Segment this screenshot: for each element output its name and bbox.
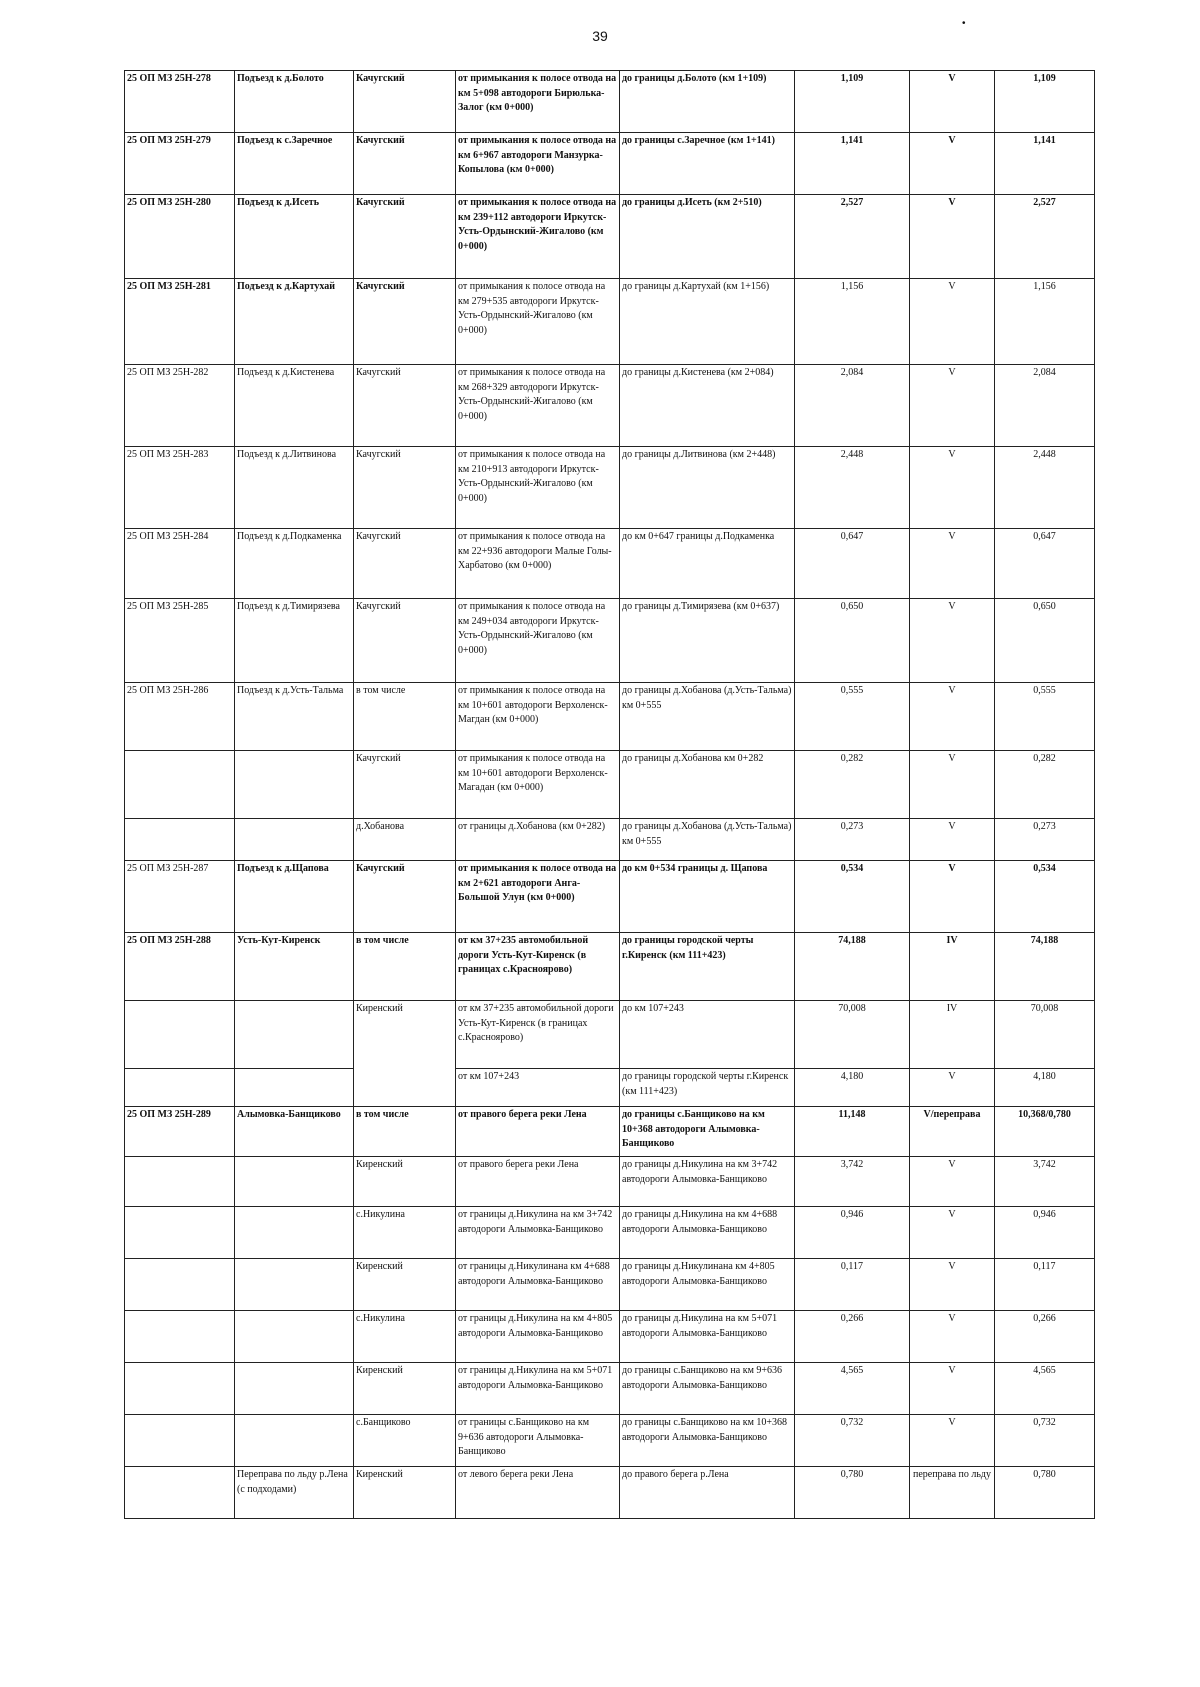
road-total: 10,368/0,780 [995, 1107, 1095, 1157]
road-length: 0,273 [795, 819, 910, 861]
road-code [125, 1467, 235, 1519]
road-category: IV [910, 933, 995, 1001]
road-district: Киренский [354, 1001, 456, 1069]
road-length: 0,117 [795, 1259, 910, 1311]
road-name [235, 1157, 354, 1207]
road-length: 0,647 [795, 529, 910, 599]
road-to: до границы с.Банщиково на км 10+368 автодороги Алымовка-Банщиково [620, 1107, 795, 1157]
road-code [125, 1001, 235, 1069]
table-row [125, 133, 1095, 195]
road-code: 25 ОП МЗ 25Н-281 [125, 279, 235, 365]
road-name: Подъезд к д.Усть-Тальма [235, 683, 354, 751]
road-to: до границы д.Литвинова (км 2+448) [620, 447, 795, 529]
table-row [125, 599, 1095, 683]
road-to: до границы д.Хобанова (д.Усть-Тальма) км 0+555 [620, 683, 795, 751]
road-district: Киренский [354, 1157, 456, 1207]
table-row [125, 1363, 1095, 1415]
road-category: V [910, 133, 995, 195]
road-name: Подъезд к д.Болото [235, 71, 354, 133]
road-code [125, 1363, 235, 1415]
road-to: до границы д.Исеть (км 2+510) [620, 195, 795, 279]
road-district: Качугский [354, 133, 456, 195]
road-category: V [910, 447, 995, 529]
table-row [125, 1259, 1095, 1311]
road-from: от границы д.Хобанова (км 0+282) [456, 819, 620, 861]
road-name: Подъезд к д.Исеть [235, 195, 354, 279]
road-category: V [910, 1069, 995, 1107]
road-district: Качугский [354, 279, 456, 365]
road-code [125, 1259, 235, 1311]
road-district: в том числе [354, 683, 456, 751]
road-total: 0,273 [995, 819, 1095, 861]
road-name: Подъезд к д.Подкаменка [235, 529, 354, 599]
road-district: Качугский [354, 751, 456, 819]
road-name: Подъезд к д.Щапова [235, 861, 354, 933]
road-name [235, 1415, 354, 1467]
road-district: с.Банщиково [354, 1415, 456, 1467]
road-district: Качугский [354, 599, 456, 683]
road-from: от км 107+243 [456, 1069, 620, 1107]
road-from: от примыкания к полосе отвода на км 249+034 автодороги Иркутск-Усть-Ордынский-Жигалово (км 0+000) [456, 599, 620, 683]
road-from: от границы д.Никулина на км 4+805 автодороги Алымовка-Банщиково [456, 1311, 620, 1363]
road-category: V/переправа [910, 1107, 995, 1157]
table-row [125, 71, 1095, 133]
road-code [125, 751, 235, 819]
road-total: 2,084 [995, 365, 1095, 447]
road-from: от примыкания к полосе отвода на км 2+621 автодороги Анга-Большой Улун (км 0+000) [456, 861, 620, 933]
road-from: от границы с.Банщиково на км 9+636 автодороги Алымовка-Банщиково [456, 1415, 620, 1467]
road-category: V [910, 751, 995, 819]
road-name: Переправа по льду р.Лена (с подходами) [235, 1467, 354, 1519]
road-to: до границы д.Хобанова (д.Усть-Тальма) км 0+555 [620, 819, 795, 861]
road-category: переправа по льду [910, 1467, 995, 1519]
road-to: до км 0+647 границы д.Подкаменка [620, 529, 795, 599]
road-code [125, 1069, 235, 1107]
road-name: Подъезд к д.Литвинова [235, 447, 354, 529]
road-name: Подъезд к с.Заречное [235, 133, 354, 195]
road-category: V [910, 529, 995, 599]
road-from: от км 37+235 автомобильной дороги Усть-Кут-Киренск (в границах с.Красноярово) [456, 933, 620, 1001]
road-code: 25 ОП МЗ 25Н-289 [125, 1107, 235, 1157]
road-category: V [910, 861, 995, 933]
road-code: 25 ОП МЗ 25Н-278 [125, 71, 235, 133]
road-to: до границы д.Картухай (км 1+156) [620, 279, 795, 365]
road-district: с.Никулина [354, 1311, 456, 1363]
road-length: 4,180 [795, 1069, 910, 1107]
road-to: до границы с.Заречное (км 1+141) [620, 133, 795, 195]
road-district: Киренский [354, 1467, 456, 1519]
road-name: Алымовка-Банщиково [235, 1107, 354, 1157]
road-length: 0,732 [795, 1415, 910, 1467]
road-from: от примыкания к полосе отвода на км 239+112 автодороги Иркутск-Усть-Ордынский-Жигалово (км 0+000) [456, 195, 620, 279]
table-row [125, 861, 1095, 933]
road-total: 2,527 [995, 195, 1095, 279]
road-district: Киренский [354, 1259, 456, 1311]
road-length: 4,565 [795, 1363, 910, 1415]
road-length: 0,282 [795, 751, 910, 819]
road-to: до границы городской черты г.Киренск (км 111+423) [620, 933, 795, 1001]
road-total: 0,534 [995, 861, 1095, 933]
table-row [125, 683, 1095, 751]
road-to: до границы с.Банщиково на км 9+636 автодороги Алымовка-Банщиково [620, 1363, 795, 1415]
road-name [235, 751, 354, 819]
road-total: 0,266 [995, 1311, 1095, 1363]
road-from: от левого берега реки Лена [456, 1467, 620, 1519]
road-to: до границы д.Никулинана км 4+805 автодороги Алымовка-Банщиково [620, 1259, 795, 1311]
road-to: до км 0+534 границы д. Щапова [620, 861, 795, 933]
road-category: V [910, 279, 995, 365]
road-district: Качугский [354, 195, 456, 279]
road-to: до границы д.Болото (км 1+109) [620, 71, 795, 133]
road-code [125, 1207, 235, 1259]
road-length: 0,534 [795, 861, 910, 933]
road-code: 25 ОП МЗ 25Н-285 [125, 599, 235, 683]
road-to: до границы д.Никулина на км 5+071 автодороги Алымовка-Банщиково [620, 1311, 795, 1363]
road-name: Подъезд к д.Картухай [235, 279, 354, 365]
table-row [125, 933, 1095, 1001]
road-district: в том числе [354, 1107, 456, 1157]
road-name [235, 1259, 354, 1311]
road-district: в том числе [354, 933, 456, 1001]
road-category: V [910, 1415, 995, 1467]
road-category: V [910, 819, 995, 861]
road-from: от примыкания к полосе отвода на км 210+913 автодороги Иркутск-Усть-Ордынский-Жигалово (км 0+000) [456, 447, 620, 529]
table-row [125, 1107, 1095, 1157]
road-total: 0,117 [995, 1259, 1095, 1311]
road-district: Качугский [354, 447, 456, 529]
road-length: 0,946 [795, 1207, 910, 1259]
road-name: Подъезд к д.Тимирязева [235, 599, 354, 683]
road-total: 0,780 [995, 1467, 1095, 1519]
road-from: от примыкания к полосе отвода на км 22+936 автодороги Малые Голы-Харбатово (км 0+000) [456, 529, 620, 599]
table-row [125, 1207, 1095, 1259]
road-category: V [910, 1157, 995, 1207]
road-code: 25 ОП МЗ 25Н-288 [125, 933, 235, 1001]
road-from: от примыкания к полосе отвода на км 10+601 автодороги Верхоленск-Магдан (км 0+000) [456, 683, 620, 751]
road-total: 0,650 [995, 599, 1095, 683]
roads-table [124, 70, 1095, 1519]
table-row [125, 819, 1095, 861]
road-district: Киренский [354, 1363, 456, 1415]
road-district: д.Хобанова [354, 819, 456, 861]
road-length: 0,555 [795, 683, 910, 751]
road-district [354, 1069, 456, 1107]
road-from: от примыкания к полосе отвода на км 6+967 автодороги Манзурка-Копылова (км 0+000) [456, 133, 620, 195]
road-length: 0,266 [795, 1311, 910, 1363]
road-code [125, 1415, 235, 1467]
road-to: до границы д.Никулина на км 4+688 автодороги Алымовка-Банщиково [620, 1207, 795, 1259]
road-code: 25 ОП МЗ 25Н-286 [125, 683, 235, 751]
road-total: 4,565 [995, 1363, 1095, 1415]
road-length: 1,109 [795, 71, 910, 133]
page-number: 39 [592, 28, 608, 44]
road-code: 25 ОП МЗ 25Н-283 [125, 447, 235, 529]
road-from: от примыкания к полосе отвода на км 10+601 автодороги Верхоленск-Магадан (км 0+000) [456, 751, 620, 819]
road-category: V [910, 195, 995, 279]
road-category: V [910, 599, 995, 683]
table-row [125, 447, 1095, 529]
table-row [125, 1069, 1095, 1107]
road-code: 25 ОП МЗ 25Н-287 [125, 861, 235, 933]
table-row [125, 1157, 1095, 1207]
road-from: от правого берега реки Лена [456, 1157, 620, 1207]
road-length: 3,742 [795, 1157, 910, 1207]
road-from: от границы д.Никулинана км 4+688 автодороги Алымовка-Банщиково [456, 1259, 620, 1311]
road-category: V [910, 683, 995, 751]
road-code: 25 ОП МЗ 25Н-282 [125, 365, 235, 447]
road-category: V [910, 365, 995, 447]
table-row [125, 279, 1095, 365]
road-from: от км 37+235 автомобильной дороги Усть-Кут-Киренск (в границах с.Красноярово) [456, 1001, 620, 1069]
road-from: от границы д.Никулина на км 3+742 автодороги Алымовка-Банщиково [456, 1207, 620, 1259]
road-from: от границы д.Никулина на км 5+071 автодороги Алымовка-Банщиково [456, 1363, 620, 1415]
road-total: 1,141 [995, 133, 1095, 195]
road-name [235, 1001, 354, 1069]
road-to: до правого берега р.Лена [620, 1467, 795, 1519]
road-code: 25 ОП МЗ 25Н-280 [125, 195, 235, 279]
road-category: V [910, 1363, 995, 1415]
road-length: 0,780 [795, 1467, 910, 1519]
road-code: 25 ОП МЗ 25Н-284 [125, 529, 235, 599]
road-name [235, 1069, 354, 1107]
road-to: до границы д.Хобанова км 0+282 [620, 751, 795, 819]
road-total: 3,742 [995, 1157, 1095, 1207]
table-row [125, 1001, 1095, 1069]
road-total: 74,188 [995, 933, 1095, 1001]
road-name: Усть-Кут-Киренск [235, 933, 354, 1001]
table-row [125, 195, 1095, 279]
road-length: 2,448 [795, 447, 910, 529]
road-length: 2,084 [795, 365, 910, 447]
road-total: 0,732 [995, 1415, 1095, 1467]
road-to: до границы с.Банщиково на км 10+368 автодороги Алымовка-Банщиково [620, 1415, 795, 1467]
road-district: Качугский [354, 861, 456, 933]
table-row [125, 365, 1095, 447]
table-row [125, 1467, 1095, 1519]
road-name: Подъезд к д.Кистенева [235, 365, 354, 447]
table-row [125, 529, 1095, 599]
road-total: 0,946 [995, 1207, 1095, 1259]
road-district: Качугский [354, 529, 456, 599]
road-from: от примыкания к полосе отвода на км 279+535 автодороги Иркутск-Усть-Ордынский-Жигалово (км 0+000) [456, 279, 620, 365]
road-to: до границы д.Тимирязева (км 0+637) [620, 599, 795, 683]
road-code [125, 1311, 235, 1363]
road-total: 4,180 [995, 1069, 1095, 1107]
road-from: от правого берега реки Лена [456, 1107, 620, 1157]
road-length: 0,650 [795, 599, 910, 683]
road-total: 1,109 [995, 71, 1095, 133]
road-district: Качугский [354, 71, 456, 133]
road-length: 11,148 [795, 1107, 910, 1157]
road-category: IV [910, 1001, 995, 1069]
road-name [235, 819, 354, 861]
road-total: 1,156 [995, 279, 1095, 365]
road-category: V [910, 71, 995, 133]
road-name [235, 1207, 354, 1259]
road-to: до границы городской черты г.Киренск (км 111+423) [620, 1069, 795, 1107]
road-total: 0,282 [995, 751, 1095, 819]
road-total: 0,555 [995, 683, 1095, 751]
road-name [235, 1311, 354, 1363]
road-category: V [910, 1207, 995, 1259]
table-row [125, 1311, 1095, 1363]
road-length: 74,188 [795, 933, 910, 1001]
road-code [125, 819, 235, 861]
road-length: 70,008 [795, 1001, 910, 1069]
road-total: 2,448 [995, 447, 1095, 529]
table-row [125, 751, 1095, 819]
road-district: Качугский [354, 365, 456, 447]
road-district: с.Никулина [354, 1207, 456, 1259]
road-code: 25 ОП МЗ 25Н-279 [125, 133, 235, 195]
road-code [125, 1157, 235, 1207]
road-name [235, 1363, 354, 1415]
road-from: от примыкания к полосе отвода на км 5+098 автодороги Бирюлька-Залог (км 0+000) [456, 71, 620, 133]
road-total: 0,647 [995, 529, 1095, 599]
scan-mark: • [962, 18, 966, 29]
road-total: 70,008 [995, 1001, 1095, 1069]
table-row [125, 1415, 1095, 1467]
road-length: 1,141 [795, 133, 910, 195]
road-to: до границы д.Никулина на км 3+742 автодороги Алымовка-Банщиково [620, 1157, 795, 1207]
road-category: V [910, 1311, 995, 1363]
road-length: 2,527 [795, 195, 910, 279]
road-category: V [910, 1259, 995, 1311]
road-from: от примыкания к полосе отвода на км 268+329 автодороги Иркутск-Усть-Ордынский-Жигалово (км 0+000) [456, 365, 620, 447]
road-to: до км 107+243 [620, 1001, 795, 1069]
road-length: 1,156 [795, 279, 910, 365]
road-to: до границы д.Кистенева (км 2+084) [620, 365, 795, 447]
